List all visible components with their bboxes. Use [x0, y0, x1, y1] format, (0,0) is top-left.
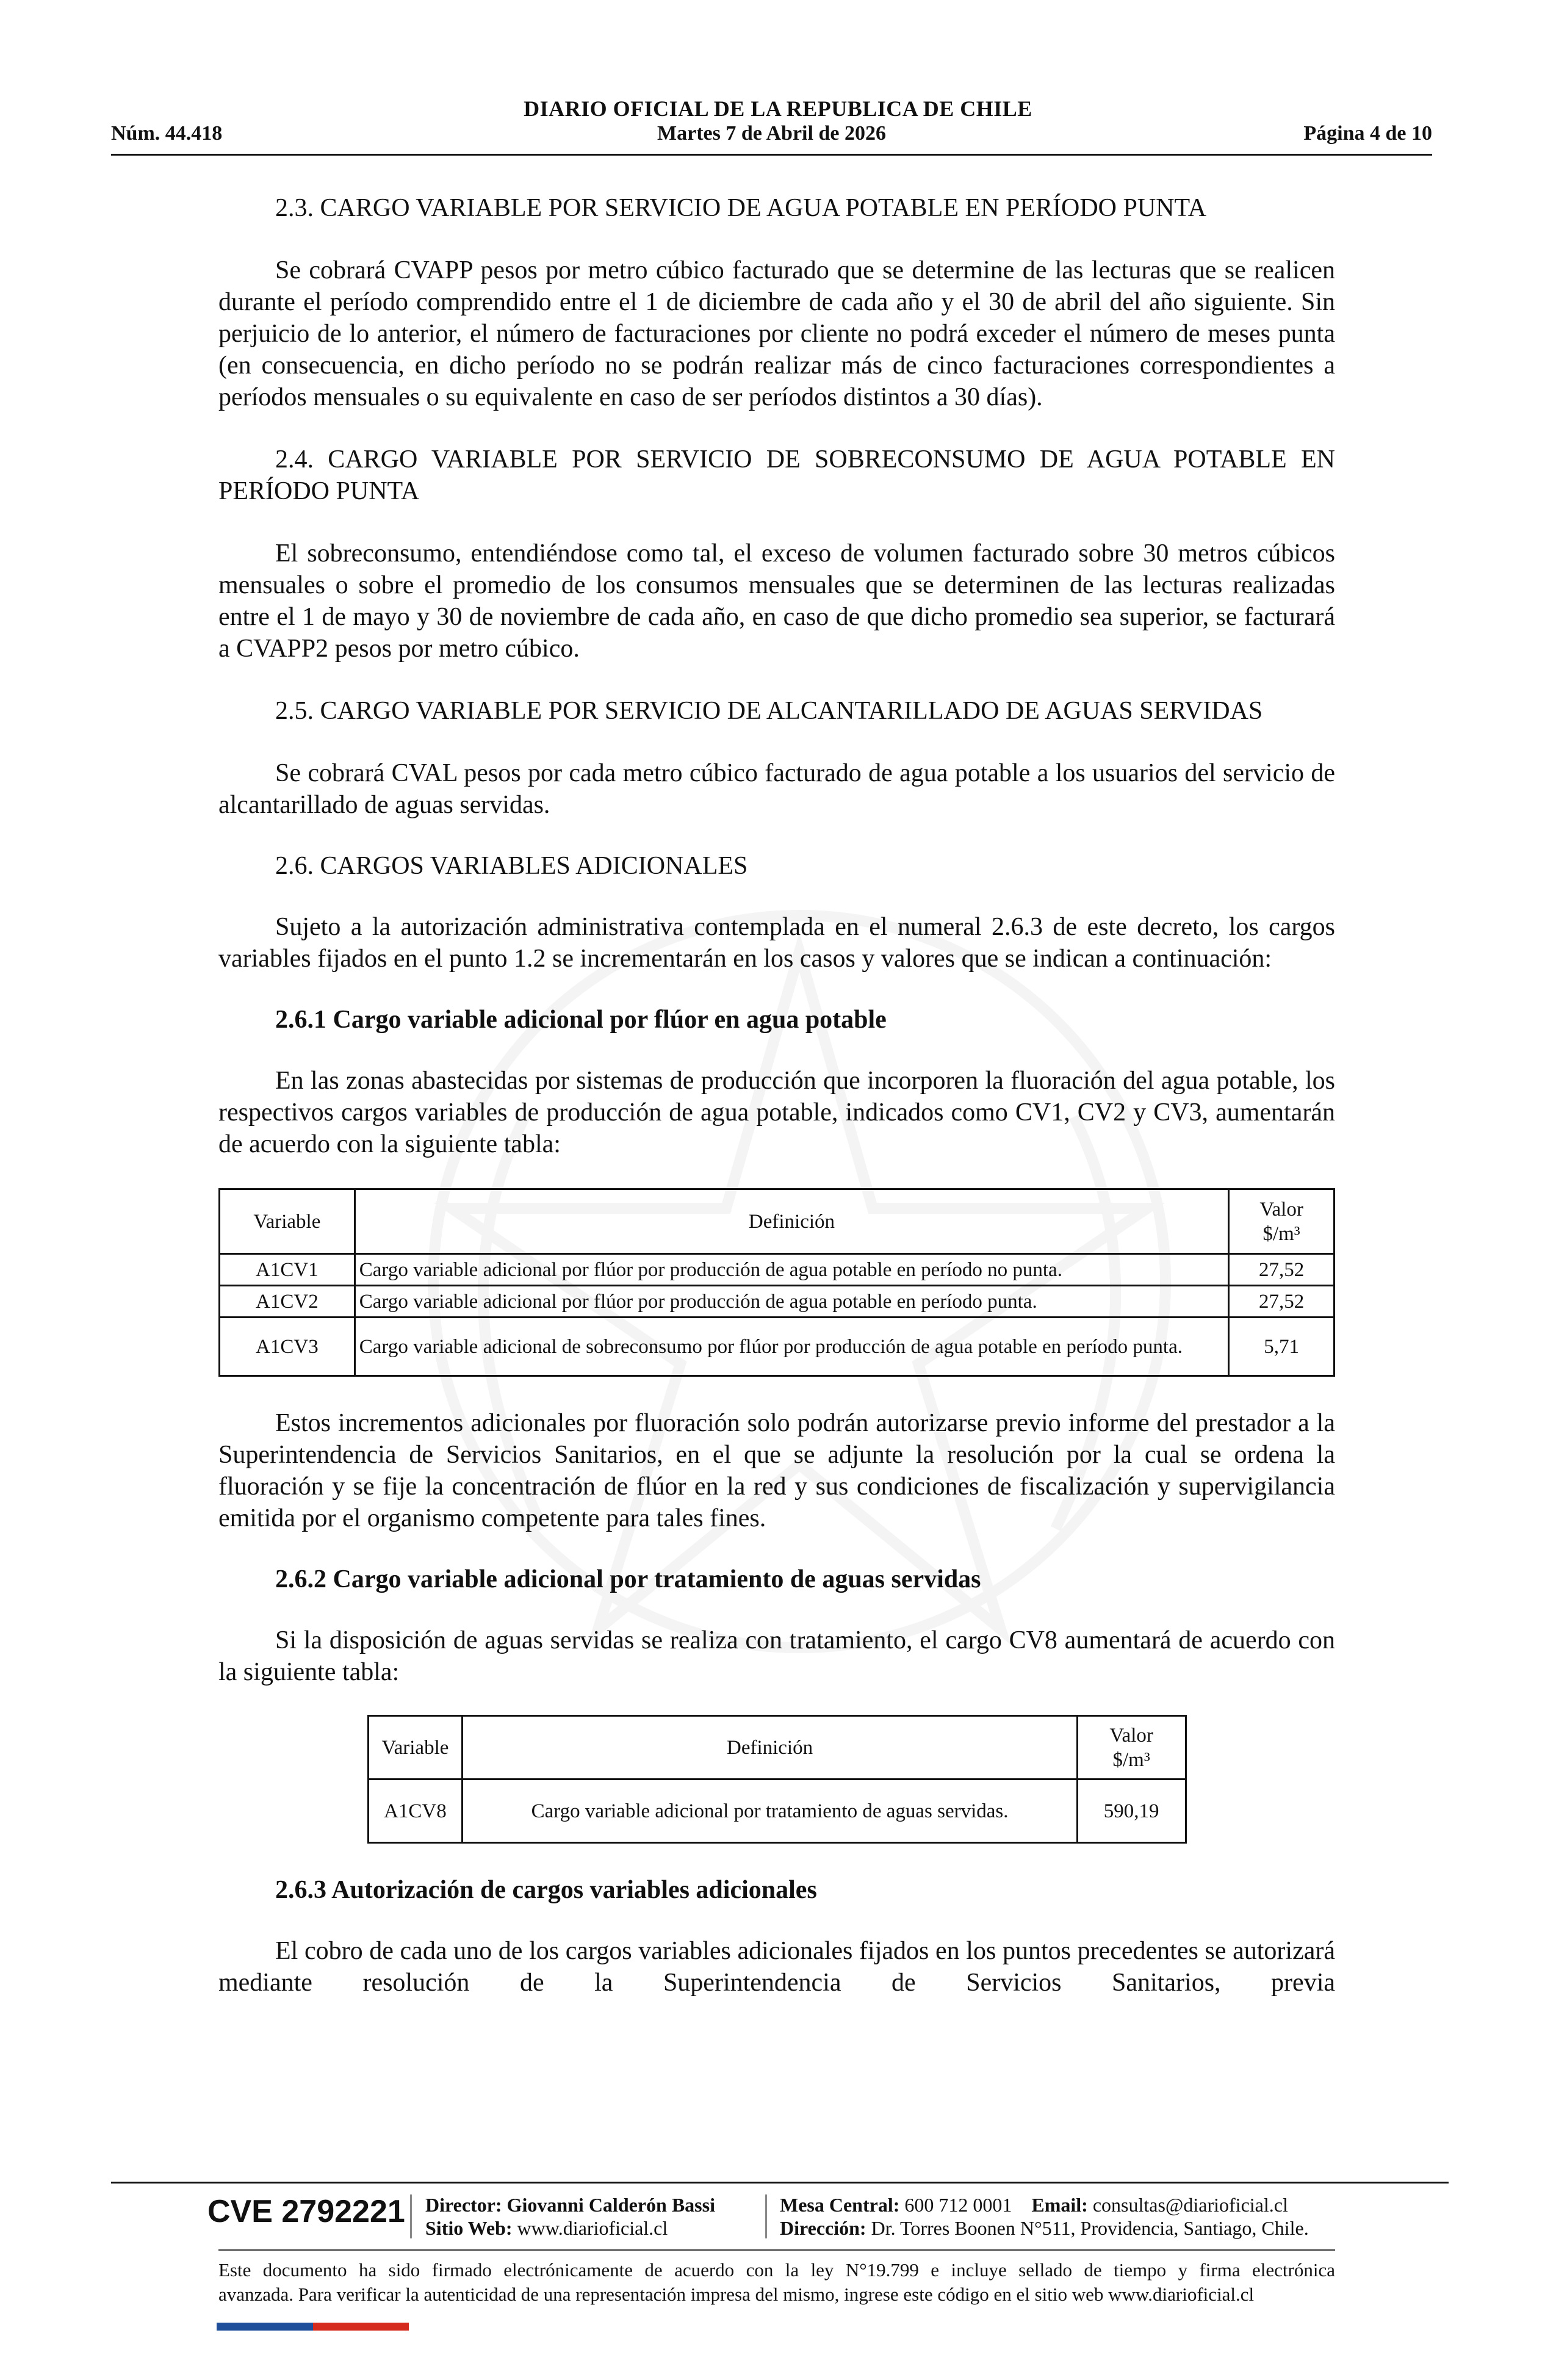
- issue-date: Martes 7 de Abril de 2026: [657, 122, 886, 145]
- table-row: [220, 1318, 1334, 1376]
- section-2-6-1-text: En las zonas abastecidas por sistemas de producción que incorporen la fluoración del agua potable, los respectivos cargos variables de producción de agua potable, indicados como CV1, CV2 y CV3, aumentarán de acuerdo con la siguiente tabla:: [218, 1067, 1335, 1158]
- footer-divider-thin: [218, 2249, 1335, 2251]
- cell-definicion: Cargo variable adicional por flúor por producción de agua potable en período punta.: [355, 1286, 1228, 1318]
- footer-separator: [410, 2194, 412, 2238]
- header-divider: [111, 154, 1432, 156]
- director-name: Giovanni Calderón Bassi: [506, 2194, 715, 2216]
- flag-blue-stripe: [217, 2323, 313, 2331]
- cell-variable: A1CV2: [220, 1286, 355, 1318]
- section-2-4-title: 2.4. CARGO VARIABLE POR SERVICIO DE SOBRECONSUMO DE AGUA POTABLE EN PERÍODO PUNTA: [218, 445, 1335, 505]
- section-2-4-text: El sobreconsumo, entendiéndose como tal, el exceso de volumen facturado sobre 30 metros cúbicos mensuales o sobre el promedio de los consumos mensuales que se determinen de las lecturas realizadas entre el 1 de mayo y 30 de noviembre de cada año, en caso de que dicho promedio sea superior, se facturará a CVAPP2 pesos por metro cúbico.: [218, 539, 1335, 663]
- column-header-definicion: Definición: [463, 1716, 1077, 1780]
- table-row: [220, 1286, 1334, 1318]
- section-2-6-text: Sujeto a la autorización administrativa contemplada en el numeral 2.6.3 de este decreto, los cargos variables fijados en el punto 1.2 se incrementarán en los casos y valores que se indican a continuación:: [218, 913, 1335, 973]
- section-2-6-1-after-text: Estos incrementos adicionales por fluoración solo podrán autorizarse previo informe del prestador a la Superintendencia de Servicios Sanitarios, en el que se adjunte la resolución por la cual se ordena la fluoración y se fije la concentración de flúor en la red y sus condiciones de fiscalización y supervigilancia emitida por el organismo competente para tales fines.: [218, 1409, 1335, 1532]
- column-header-variable: Variable: [220, 1189, 355, 1254]
- footer-divider: [111, 2182, 1449, 2183]
- cell-valor: 27,52: [1229, 1254, 1334, 1286]
- table-row: [220, 1254, 1334, 1286]
- cell-variable: A1CV1: [220, 1254, 355, 1286]
- cell-definicion: Cargo variable adicional por flúor por producción de agua potable en período no punta.: [355, 1254, 1228, 1286]
- cell-valor: 590,19: [1077, 1780, 1186, 1843]
- section-2-3-text: Se cobrará CVAPP pesos por metro cúbico facturado que se determine de las lecturas que se realicen durante el período comprendido entre el 1 de diciembre de cada año y el 30 de abril del año siguiente. Sin perjuicio de lo anterior, el número de facturaciones por cliente no podrá exceder el número de meses punta (en consecuencia, en dicho período no se podrán realizar más de cinco facturaciones correspondientes a períodos mensuales o su equivalente en caso de ser períodos distintos a 30 días).: [218, 256, 1335, 411]
- table-header-row: [368, 1716, 1186, 1780]
- section-2-6-3-text: El cobro de cada uno de los cargos variables adicionales fijados en los puntos precedentes se autorizará mediante resolución de la Superintendencia de Servicios Sanitarios, previa: [218, 1937, 1335, 1997]
- legal-notice-line-2: avanzada. Para verificar la autenticidad de una representación impresa del mismo, ingrese este código en el sitio web www.diarioficial.cl: [218, 2284, 1255, 2305]
- website-link[interactable]: www.diarioficial.cl: [517, 2217, 668, 2239]
- cell-valor: 5,71: [1229, 1318, 1334, 1376]
- flag-red-stripe: [313, 2323, 409, 2331]
- header-row: [111, 122, 1432, 149]
- cell-variable: A1CV3: [220, 1318, 355, 1376]
- section-2-5-title: 2.5. CARGO VARIABLE POR SERVICIO DE ALCANTARILLADO DE AGUAS SERVIDAS: [275, 697, 1263, 725]
- document-body: [218, 192, 1335, 1999]
- newspaper-title: DIARIO OFICIAL DE LA REPUBLICA DE CHILE: [524, 96, 1032, 121]
- issue-number: Núm. 44.418: [111, 122, 223, 145]
- footer-director-block: Director: Giovanni Calderón Bassi Sitio Web: www.diarioficial.cl: [425, 2194, 715, 2239]
- section-2-3-title: 2.3. CARGO VARIABLE POR SERVICIO DE AGUA POTABLE EN PERÍODO PUNTA: [275, 194, 1207, 222]
- cve-code: CVE 2792221: [207, 2194, 405, 2229]
- section-2-6-title: 2.6. CARGOS VARIABLES ADICIONALES: [275, 852, 748, 880]
- footer-separator: [765, 2194, 767, 2238]
- table-header-row: [220, 1189, 1334, 1254]
- section-2-6-1-title: 2.6.1 Cargo variable adicional por flúor en agua potable: [275, 1006, 887, 1034]
- page-indicator: Página 4 de 10: [1303, 122, 1432, 145]
- column-header-valor: Valor $/m³: [1229, 1189, 1334, 1254]
- cell-definicion: Cargo variable adicional por tratamiento de aguas servidas.: [463, 1780, 1077, 1843]
- flag-stripe: [217, 2323, 409, 2331]
- column-header-valor: Valor $/m³: [1077, 1716, 1186, 1780]
- table-row: [368, 1780, 1186, 1843]
- address: Dr. Torres Boonen N°511, Providencia, Santiago, Chile.: [871, 2217, 1309, 2239]
- column-header-variable: Variable: [368, 1716, 463, 1780]
- cell-valor: 27,52: [1229, 1286, 1334, 1318]
- treatment-charges-table: [367, 1715, 1187, 1844]
- phone-number: 600 712 0001: [904, 2194, 1012, 2216]
- email-link[interactable]: consultas@diarioficial.cl: [1092, 2194, 1288, 2216]
- fluor-charges-table: [218, 1188, 1335, 1377]
- cell-variable: A1CV8: [368, 1780, 463, 1843]
- section-2-5-text: Se cobrará CVAL pesos por cada metro cúbico facturado de agua potable a los usuarios del servicio de alcantarillado de aguas servidas.: [218, 759, 1335, 819]
- legal-notice-line-1: Este documento ha sido firmado electrónicamente de acuerdo con la ley N°19.799 e incluye sellado de tiempo y firma electrónica: [218, 2259, 1335, 2281]
- section-2-6-3-title: 2.6.3 Autorización de cargos variables adicionales: [275, 1876, 817, 1904]
- cell-definicion: Cargo variable adicional de sobreconsumo por flúor por producción de agua potable en período punta.: [355, 1318, 1228, 1376]
- section-2-6-2-text: Si la disposición de aguas servidas se realiza con tratamiento, el cargo CV8 aumentará de acuerdo con la siguiente tabla:: [218, 1626, 1335, 1686]
- footer-contact-block: Mesa Central: 600 712 0001 Email: consultas@diarioficial.cl Dirección: Dr. Torres Boonen N°511, Providencia, Santiago, Chile.: [780, 2194, 1309, 2239]
- column-header-definicion: Definición: [355, 1189, 1228, 1254]
- section-2-6-2-title: 2.6.2 Cargo variable adicional por tratamiento de aguas servidas: [275, 1565, 981, 1593]
